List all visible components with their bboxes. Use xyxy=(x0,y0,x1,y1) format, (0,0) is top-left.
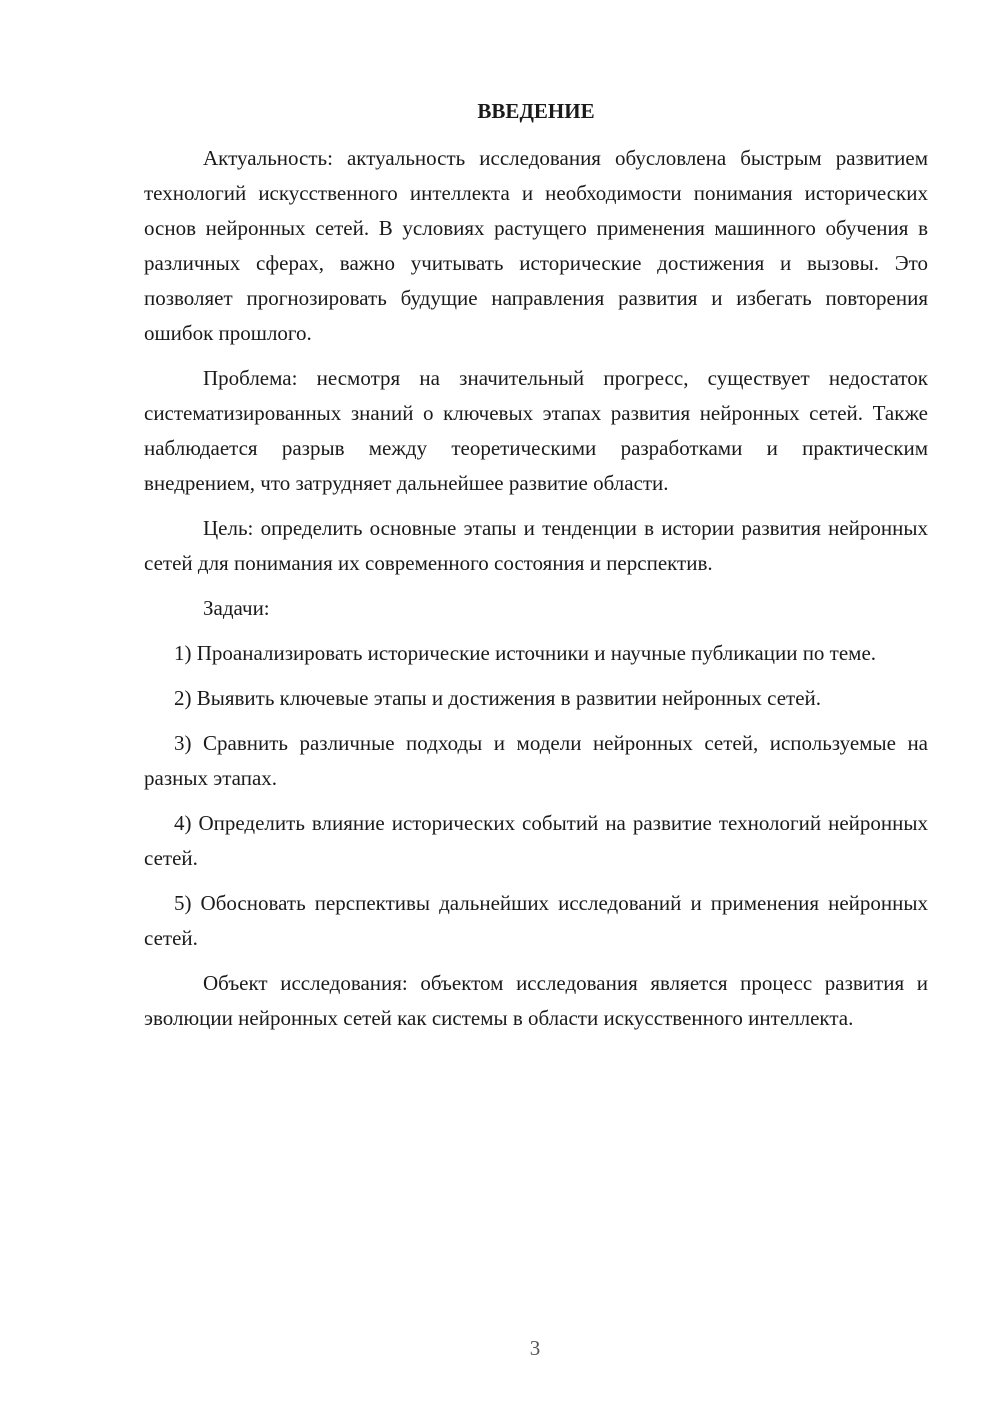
task-item-1: 1) Проанализировать исторические источники и научные публикации по теме. xyxy=(174,641,877,665)
object-paragraph: Объект исследования: объектом исследования является процесс развития и эволюции нейронных сетей как системы в области искусственного интеллекта. xyxy=(144,971,928,1030)
task-item-5: 5) Обосновать перспективы дальнейших исследований и применения нейронных сетей. xyxy=(144,891,928,950)
tasks-heading: Задачи: xyxy=(203,596,270,620)
section-title: ВВЕДЕНИЕ xyxy=(477,99,595,123)
page-content xyxy=(144,94,928,1046)
task-item-2: 2) Выявить ключевые этапы и достижения в развитии нейронных сетей. xyxy=(174,686,822,710)
page-number: 3 xyxy=(529,1336,541,1360)
task-item-4: 4) Определить влияние исторических событий на развитие технологий нейронных сетей. xyxy=(144,811,928,870)
task-item-3: 3) Сравнить различные подходы и модели нейронных сетей, используемые на разных этапах. xyxy=(144,731,928,790)
goal-paragraph: Цель: определить основные этапы и тенденции в истории развития нейронных сетей для понимания их современного состояния и перспектив. xyxy=(144,516,928,575)
relevance-paragraph: Актуальность: актуальность исследования обусловлена быстрым развитием технологий искусственного интеллекта и необходимости понимания исторических основ нейронных сетей. В условиях растущего применения машинного обучения в различных сферах, важно учитывать исторические достижения и вызовы. Это позволяет прогнозировать будущие направления развития и избегать повторения ошибок прошлого. xyxy=(144,146,928,345)
problem-paragraph: Проблема: несмотря на значительный прогресс, существует недостаток систематизированных знаний о ключевых этапах развития нейронных сетей. Также наблюдается разрыв между теоретическими разработками и практическим внедрением, что затрудняет дальнейшее развитие области. xyxy=(144,366,928,495)
